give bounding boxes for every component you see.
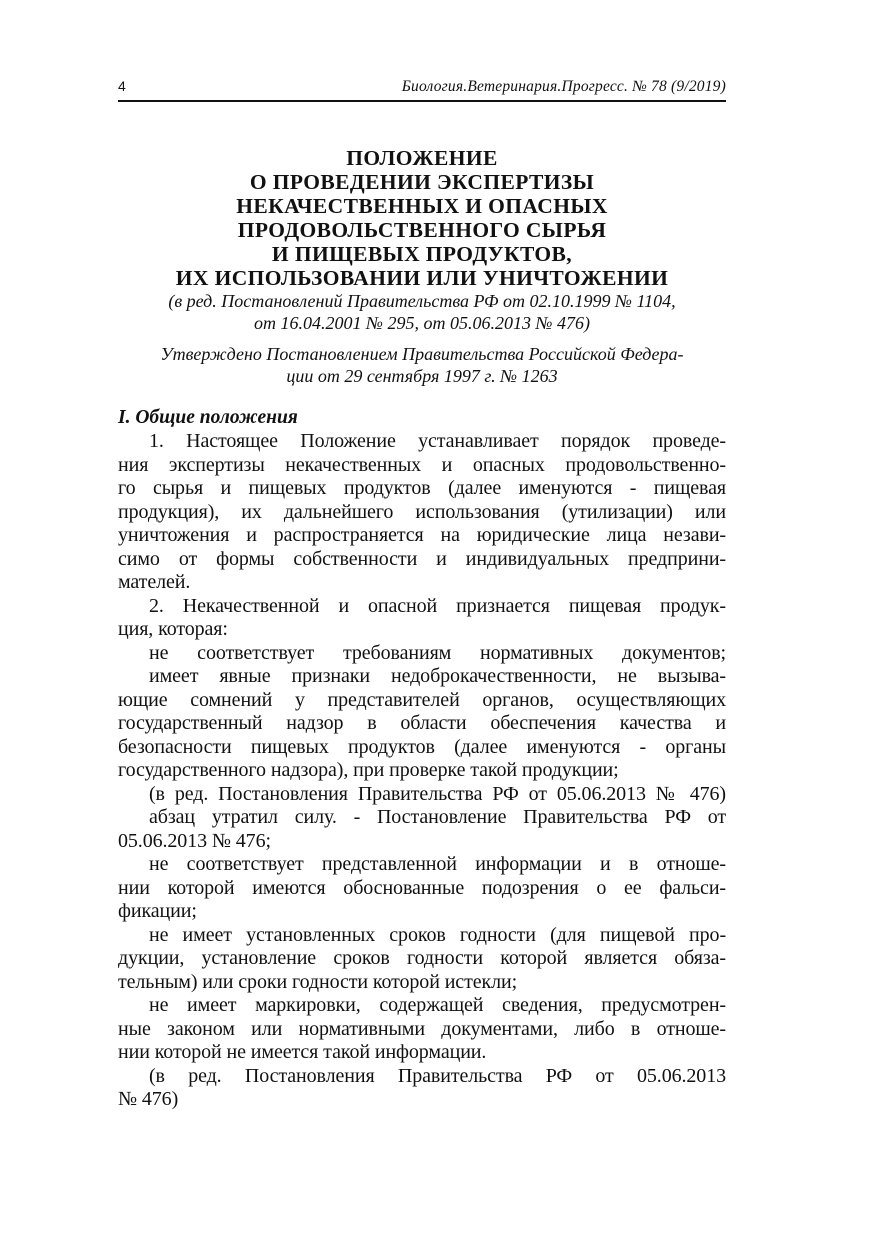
title-line: ИХ ИСПОЛЬЗОВАНИИ ИЛИ УНИЧТОЖЕНИИ bbox=[175, 266, 669, 290]
edition-line: от 16.04.2001 № 295, от 05.06.2013 № 476) bbox=[254, 313, 590, 333]
approval-line: ции от 29 сентября 1997 г. № 1263 bbox=[286, 366, 558, 386]
title-line: ПРОДОВОЛЬСТВЕННОГО СЫРЬЯ bbox=[237, 218, 607, 242]
text-line: нии которой имеются обоснованные подозрения о ее фальси- bbox=[118, 876, 726, 899]
text-line: дукции, установление сроков годности которой является обяза- bbox=[118, 947, 726, 969]
text-line: (в ред. Постановления Правительства РФ от 05.06.2013 bbox=[149, 1064, 726, 1087]
section-heading: I. Общие положения bbox=[118, 407, 298, 428]
approval-note bbox=[118, 343, 726, 387]
document-page bbox=[118, 74, 726, 1112]
text-line: государственного надзора), при проверке такой продукции; bbox=[118, 759, 619, 781]
text-line: тельным) или сроки годности которой истекли; bbox=[118, 970, 518, 993]
title-line: ПОЛОЖЕНИЕ bbox=[346, 146, 498, 170]
text-line: 2. Некачественной и опасной признается пищевая продук- bbox=[149, 594, 726, 617]
title-line: О ПРОВЕДЕНИИ ЭКСПЕРТИЗЫ bbox=[249, 170, 595, 194]
text-line: государственный надзор в области обеспечения качества и bbox=[118, 712, 726, 734]
title-line: НЕКАЧЕСТВЕННЫХ И ОПАСНЫХ bbox=[236, 194, 608, 218]
text-line: продукция), их дальнейшего использования (утилизации) или bbox=[118, 500, 726, 523]
text-line: абзац утратил силу. - Постановление Правительства РФ от bbox=[149, 806, 726, 828]
approval-line: Утверждено Постановлением Правительства Российской Федера- bbox=[160, 344, 684, 364]
text-line: не соответствует представленной информации и в отноше- bbox=[149, 853, 726, 875]
text-line: не имеет маркировки, содержащей сведения, предусмотрен- bbox=[149, 994, 726, 1016]
edition-line: (в ред. Постановлений Правительства РФ от 02.10.1999 № 1104, bbox=[168, 291, 676, 311]
text-line: симо от формы собственности и индивидуальных предприни- bbox=[118, 547, 726, 570]
title-line: И ПИЩЕВЫХ ПРОДУКТОВ, bbox=[271, 242, 573, 266]
text-line: (в ред. Постановления Правительства РФ от 05.06.2013 № 476) bbox=[149, 782, 726, 805]
text-line: фикации; bbox=[118, 900, 197, 922]
text-line: ция, которая: bbox=[118, 618, 228, 640]
edition-note bbox=[118, 290, 726, 334]
text-line: 05.06.2013 № 476; bbox=[118, 829, 271, 852]
text-line: 1. Настоящее Положение устанавливает порядок проведе- bbox=[149, 430, 726, 452]
section-body bbox=[118, 430, 726, 1112]
text-line: ния экспертизы некачественных и опасных продовольственно- bbox=[118, 453, 726, 476]
document-title-block bbox=[118, 146, 726, 387]
text-line: безопасности пищевых продуктов (далее именуются - органы bbox=[118, 735, 726, 758]
text-line: ные законом или нормативными документами, либо в отноше- bbox=[118, 1017, 726, 1040]
text-line: № 476) bbox=[118, 1088, 179, 1110]
text-line: не соответствует требованиям нормативных документов; bbox=[149, 641, 726, 664]
text-line: го сырья и пищевых продуктов (далее именуются - пищевая bbox=[118, 477, 726, 499]
journal-title: Биология.Ветеринария.Прогресс. № 78 (9/2019) bbox=[401, 78, 726, 95]
page-number: 4 bbox=[118, 78, 126, 94]
running-header bbox=[118, 74, 726, 102]
text-line: уничтожения и распространяется на юридические лица незави- bbox=[118, 524, 726, 546]
text-line: имеет явные признаки недоброкачественности, не вызыва- bbox=[149, 665, 726, 687]
text-line: ющие сомнений у представителей органов, осуществляющих bbox=[118, 688, 726, 711]
text-line: нии которой не имеется такой информации. bbox=[118, 1041, 487, 1063]
text-line: мателей. bbox=[118, 571, 191, 593]
text-line: не имеет установленных сроков годности (для пищевой про- bbox=[149, 923, 726, 946]
